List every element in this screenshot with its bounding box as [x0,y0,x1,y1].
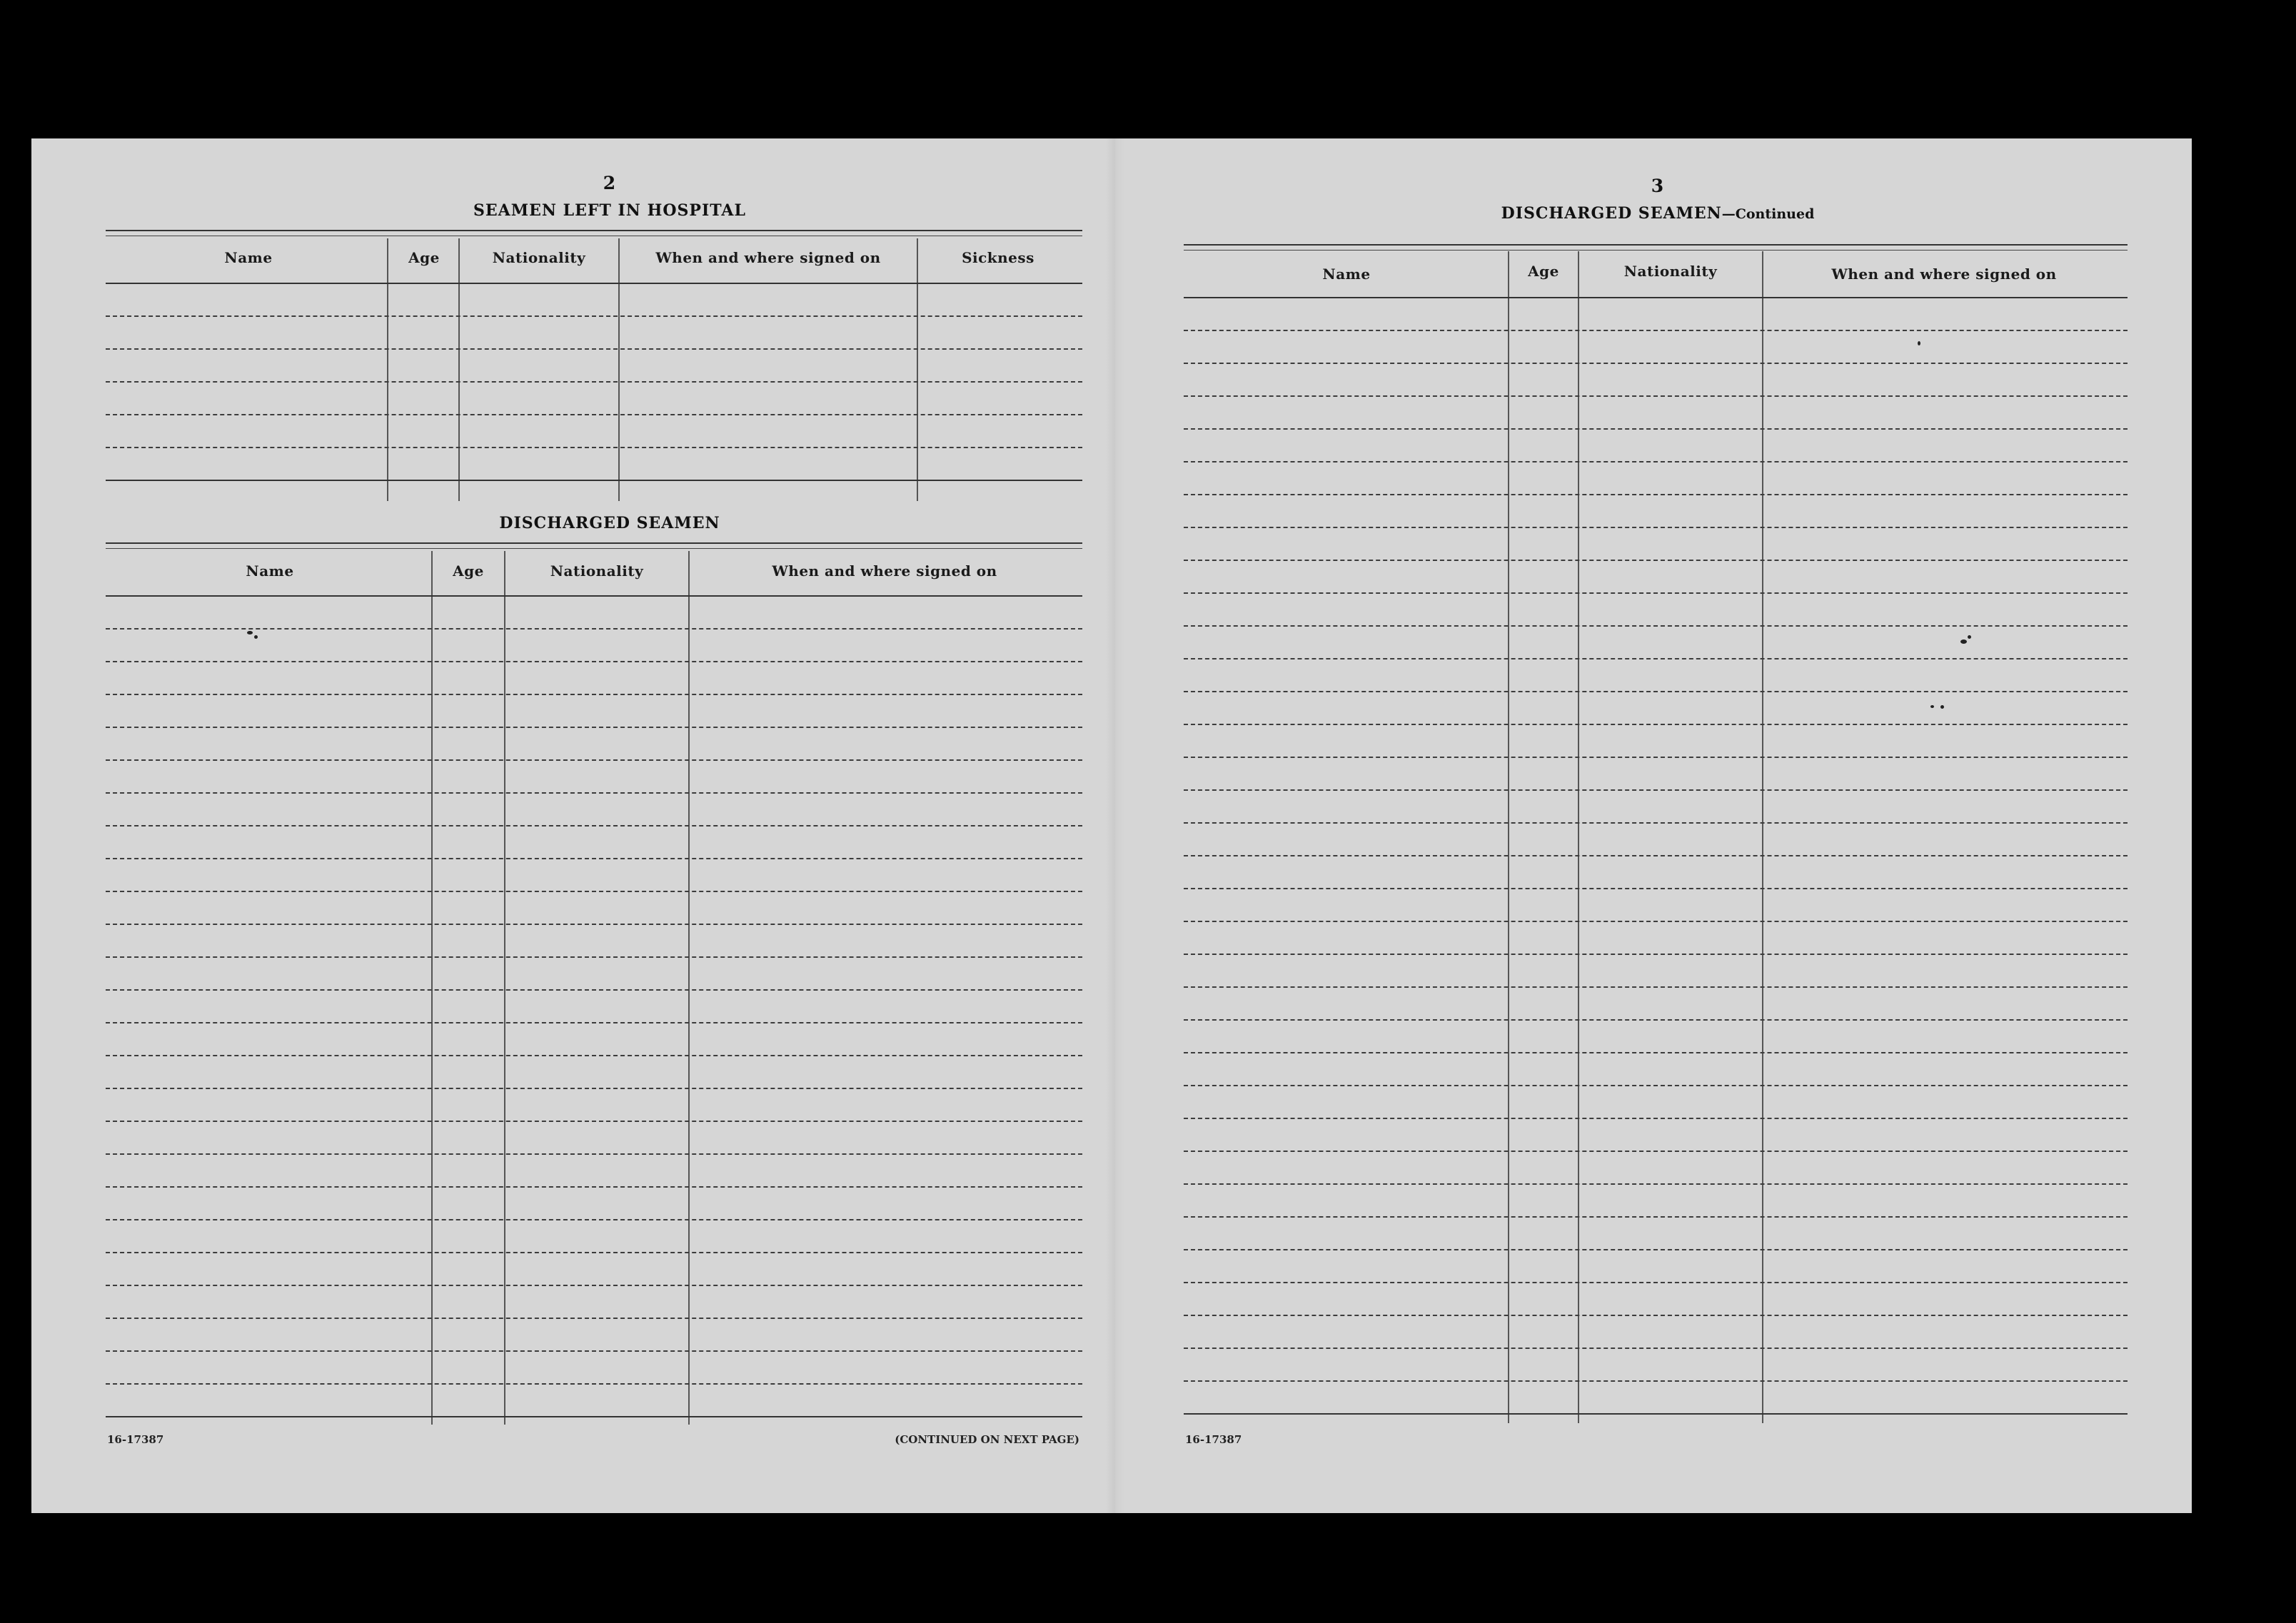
right-page-number: 3 [1651,176,1665,196]
row-rule [1184,330,2128,331]
row-rule [106,924,1082,925]
row-rule [106,891,1082,892]
row-rule [1184,1183,2128,1185]
row-rule [106,1252,1082,1253]
row-rule [1184,789,2128,791]
hospital-top-rule [106,230,1082,236]
row-rule [1184,527,2128,528]
row-rule [1184,855,2128,856]
left-footer-continued: (CONTINUED ON NEXT PAGE) [895,1433,1079,1446]
row-rule [106,1383,1082,1385]
discharged-top-rule [106,542,1082,549]
hospital-header-age: Age [408,249,440,266]
row-rule [106,825,1082,826]
row-rule [106,1186,1082,1188]
row-rule [1184,691,2128,692]
ink-speck [1930,705,1934,708]
row-rule [106,1055,1082,1056]
ink-speck [1968,635,1971,639]
row-rule [106,792,1082,794]
row-rule [106,989,1082,991]
row-rule [106,480,1082,481]
row-rule [1184,1052,2128,1053]
discharged-header-age: Age [453,562,484,580]
row-rule [1184,395,2128,397]
header-rule [106,595,1082,597]
row-rule [1184,1151,2128,1152]
row-rule [1184,1282,2128,1283]
row-rule [1184,888,2128,889]
hospital-header-name: Name [224,249,273,266]
hospital-section-title: SEAMEN LEFT IN HOSPITAL [473,201,746,220]
right-header-age: Age [1528,263,1559,280]
hospital-header-nationality: Nationality [492,249,586,266]
row-rule [1184,363,2128,364]
row-rule [1184,1413,2128,1415]
row-rule [106,694,1082,695]
row-rule [106,628,1082,630]
row-rule [106,956,1082,958]
row-rule [1184,1249,2128,1250]
column-divider [431,551,433,1425]
discharged-header-name: Name [246,562,294,580]
column-divider [458,238,460,501]
row-rule [106,1153,1082,1155]
right-section-title [1394,204,1922,223]
row-rule [106,315,1082,317]
right-top-rule [1184,244,2128,251]
row-rule [1184,822,2128,824]
column-divider [387,238,388,501]
row-rule [106,381,1082,383]
left-page-number: 2 [603,173,617,193]
row-rule [1184,658,2128,659]
right-title-main: DISCHARGED SEAMEN [1501,204,1722,223]
row-rule [106,348,1082,350]
ink-speck [1918,341,1920,345]
column-divider [917,238,918,501]
row-rule [1184,954,2128,955]
right-footer-code: 16-17387 [1185,1433,1242,1446]
column-divider [504,551,505,1425]
row-rule [1184,461,2128,462]
row-rule [106,1088,1082,1089]
row-rule [1184,592,2128,594]
discharged-header-nationality: Nationality [550,562,644,580]
column-divider [688,551,690,1425]
row-rule [1184,986,2128,988]
row-rule [106,1350,1082,1352]
hospital-header-signed-on: When and where signed on [655,249,881,266]
row-rule [1184,560,2128,561]
left-footer-code: 16-17387 [107,1433,164,1446]
row-rule [1184,724,2128,725]
row-rule [106,1318,1082,1319]
right-header-name: Name [1322,266,1371,283]
row-rule [1184,1019,2128,1021]
ink-speck [247,631,253,634]
row-rule [106,661,1082,662]
row-rule [106,1285,1082,1286]
row-rule [1184,494,2128,495]
row-rule [1184,921,2128,922]
row-rule [1184,1315,2128,1316]
column-divider [618,238,620,501]
row-rule [1184,1085,2128,1086]
row-rule [1184,1348,2128,1349]
row-rule [1184,757,2128,758]
row-rule [106,858,1082,859]
right-header-signed-on: When and where signed on [1831,266,2057,283]
discharged-section-title: DISCHARGED SEAMEN [499,514,720,532]
ink-speck [1960,639,1967,644]
row-rule [106,447,1082,448]
row-rule [1184,1380,2128,1382]
ledger-sheet [31,138,2192,1513]
ink-speck [254,635,258,639]
column-divider [1508,251,1509,1423]
row-rule [1184,625,2128,627]
row-rule [106,1022,1082,1023]
row-rule [1184,428,2128,430]
right-title-continued: —Continued [1721,206,1815,222]
column-divider [1578,251,1579,1423]
header-rule [106,283,1082,284]
discharged-header-signed-on: When and where signed on [772,562,997,580]
row-rule [106,727,1082,728]
row-rule [106,1219,1082,1220]
row-rule [106,414,1082,415]
row-rule [1184,1216,2128,1218]
hospital-header-sickness: Sickness [962,249,1034,266]
column-divider [1762,251,1763,1423]
row-rule [106,759,1082,761]
row-rule [106,1416,1082,1417]
right-header-nationality: Nationality [1623,263,1718,280]
row-rule [1184,1118,2128,1119]
header-rule [1184,297,2128,298]
page-fold [1106,138,1124,1513]
row-rule [106,1121,1082,1122]
ink-speck [1940,705,1944,709]
